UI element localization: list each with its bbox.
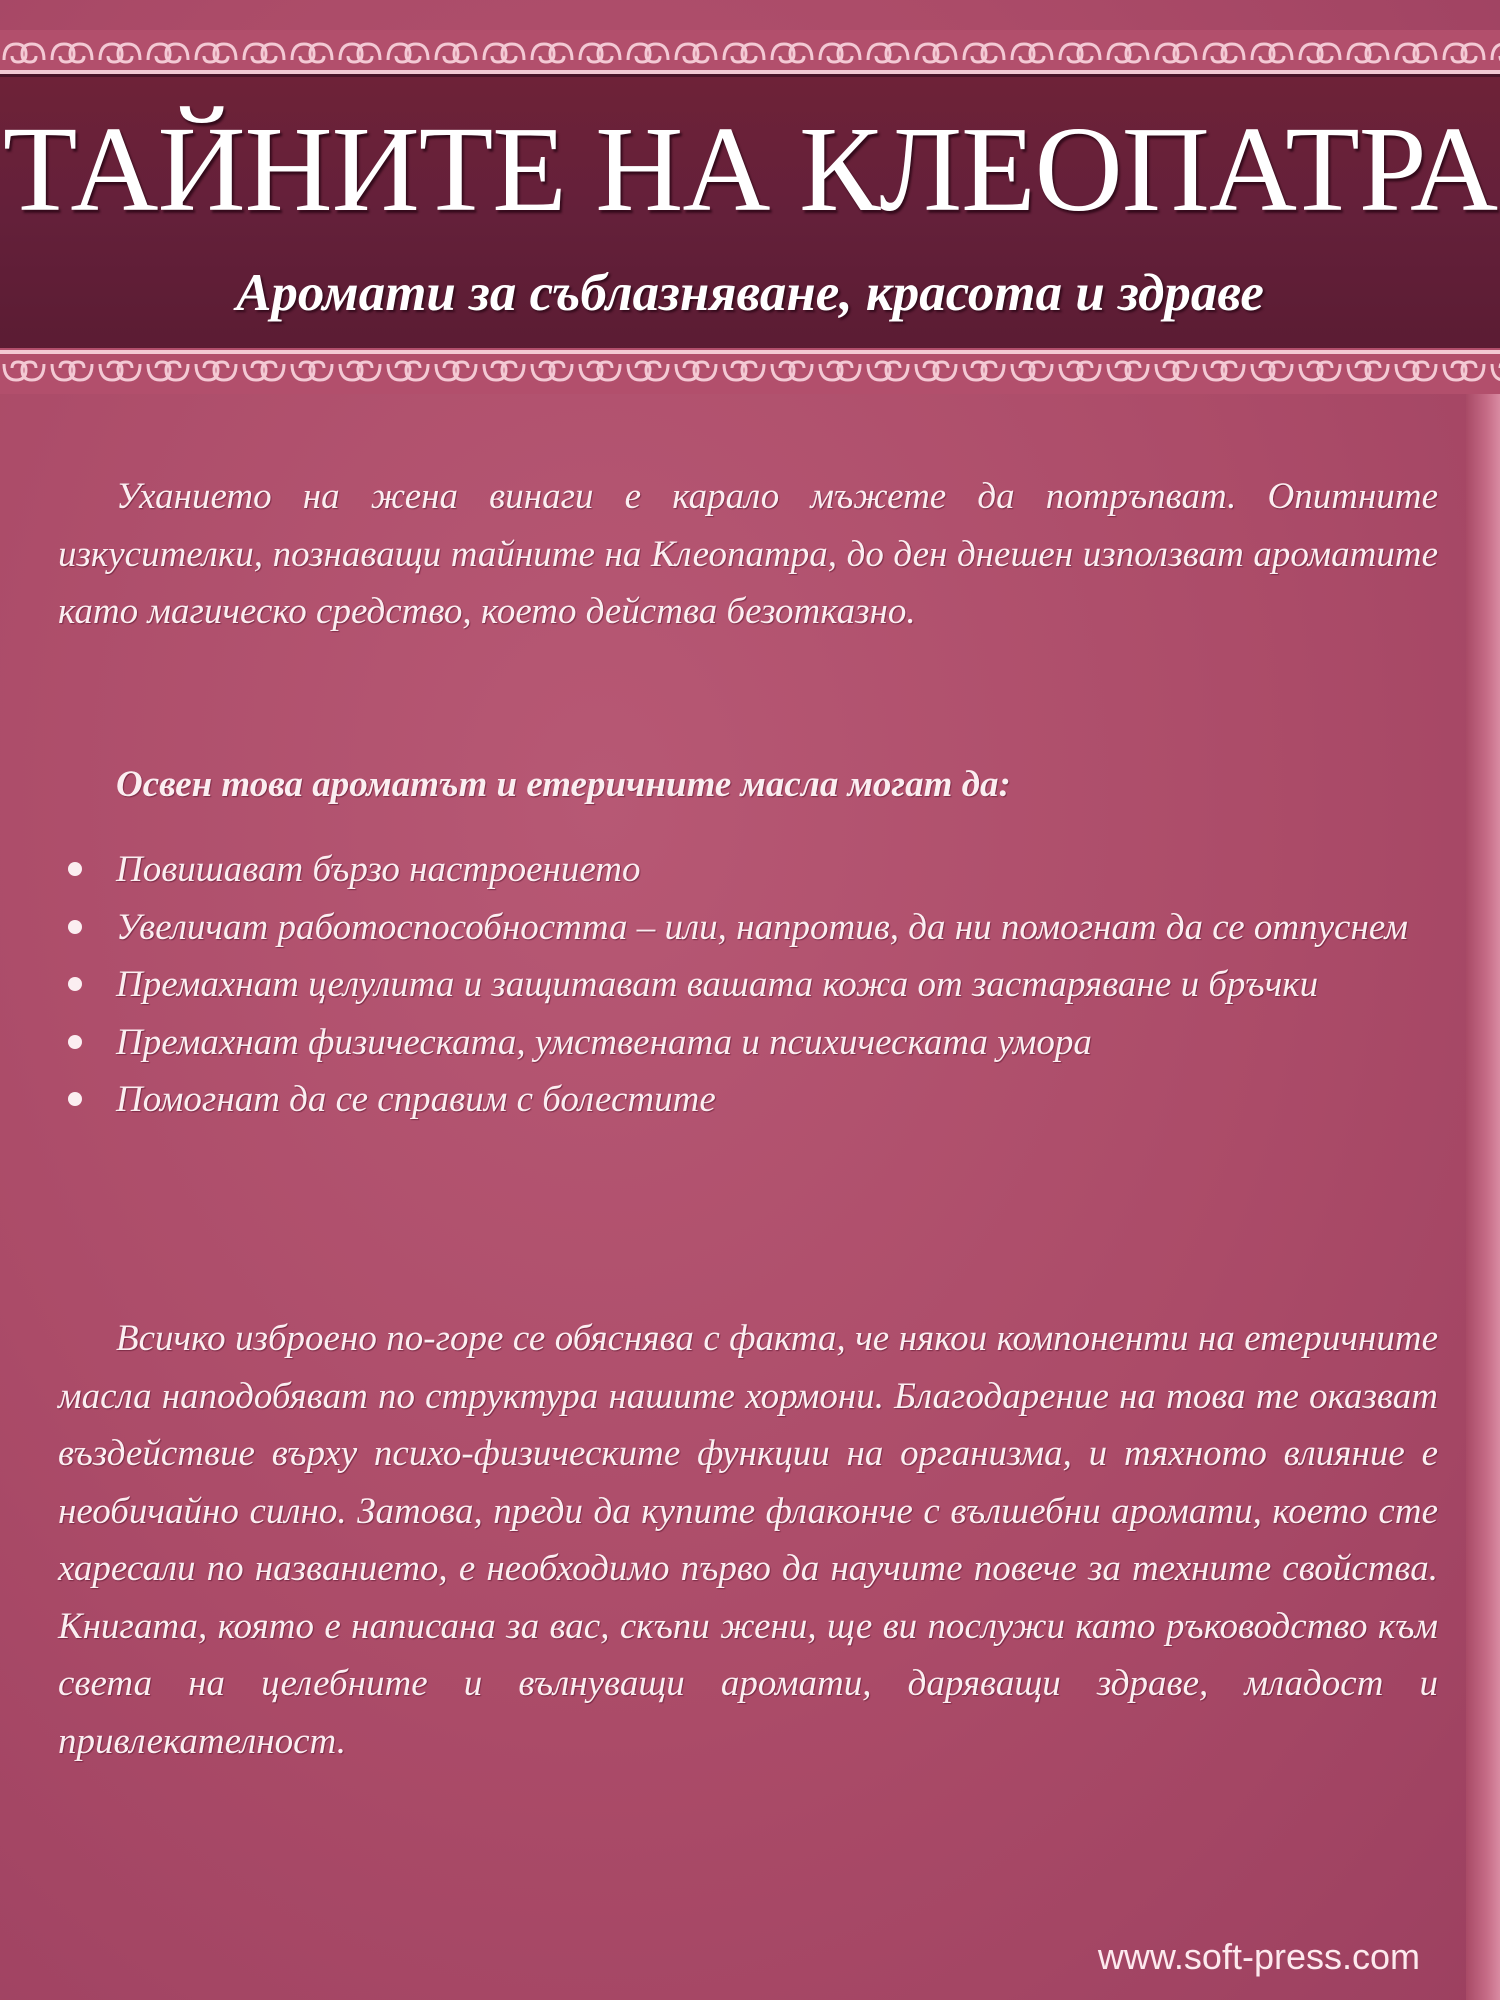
list-item xyxy=(58,1014,1438,1072)
bullet-icon xyxy=(68,862,82,876)
list-item-text: Повишават бързо настроението xyxy=(116,849,641,890)
list-item-text: Помогнат да се справим с болестите xyxy=(116,1079,716,1120)
bullet-icon xyxy=(68,920,82,934)
list-item-text: Увеличат работоспособността – или, напротив, да ни помогнат да се отпуснем xyxy=(116,906,1408,948)
ornament-border-bottom xyxy=(0,348,1500,394)
bullet-icon xyxy=(68,1035,82,1049)
intro-paragraph: Уханието на жена винаги е карало мъжете да потръпват. Опитните изкусителки, познаващи тайните на Клеопатра, до ден днешен използват ароматите като магическо средство, което действа безотказно. xyxy=(58,476,1438,632)
publisher-url[interactable]: www.soft-press.com xyxy=(1097,1936,1420,1977)
list-item xyxy=(58,841,1438,899)
list-item-text: Премахнат целулита и защитават вашата кожа от застаряване и бръчки xyxy=(116,964,1319,1005)
list-item xyxy=(58,1071,1438,1129)
bullet-icon xyxy=(68,977,82,991)
list-lead: Освен това ароматът и етеричните масла могат да: xyxy=(116,764,1011,805)
book-subtitle: Аромати за съблазняване, красота и здраве xyxy=(236,264,1264,322)
ornament-border-top xyxy=(0,30,1500,76)
list-item-text: Премахнат физическата, умствената и психическата умора xyxy=(116,1021,1092,1063)
page-edge xyxy=(1466,330,1500,2000)
closing-paragraph: Всичко изброено по-горе се обяснява с факта, че някои компоненти на етеричните масла наподобяват по структура нашите хормони. Благодарение на това те оказват въздействие върху психо-физическите функции на организма, и тяхното влияние е необичайно силно. Затова, преди да купите флаконче с вълшебни аромати, което сте харесали по названието, е необходимо първо да научите повече за техните свойства. Книгата, която е написана за вас, скъпи жени, ще ви послужи като ръководство към света на целебните и вълнуващи аромати, даряващи здраве, младост и привлекателност. xyxy=(58,1318,1438,1762)
list-item xyxy=(58,899,1438,957)
list-item xyxy=(58,956,1438,1014)
benefits-list xyxy=(58,841,1438,1129)
bullet-icon xyxy=(68,1092,82,1106)
book-title: ТАЙНИТЕ НА КЛЕОПАТРА xyxy=(2,102,1498,237)
